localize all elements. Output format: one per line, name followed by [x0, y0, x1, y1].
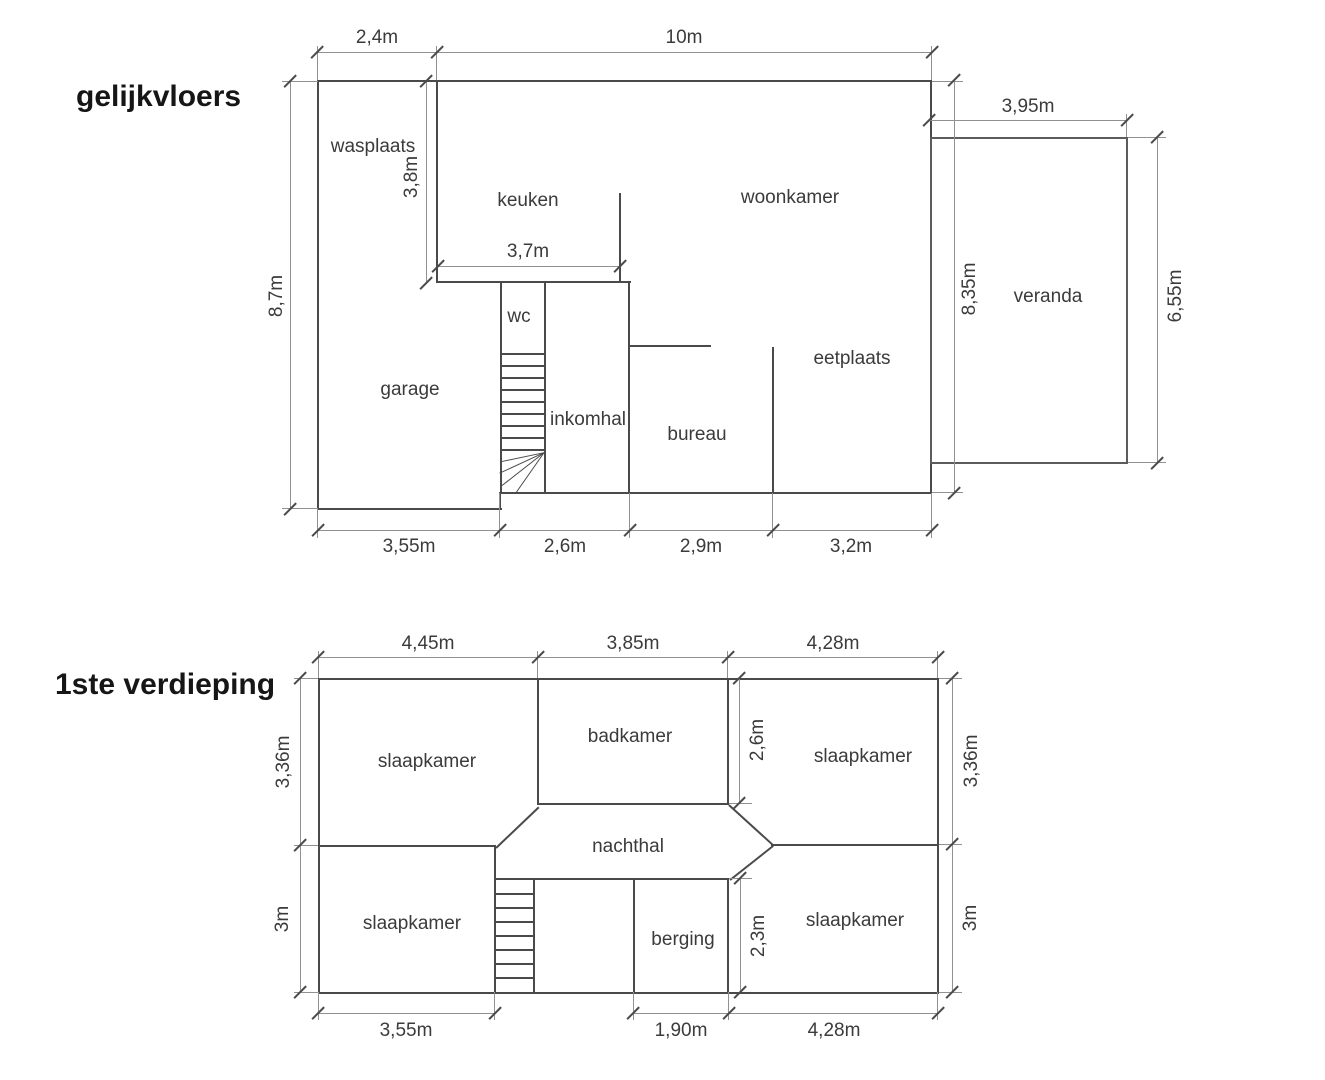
wall-segment [937, 678, 939, 994]
dim-label: 3,7m [506, 241, 550, 262]
dimension-line [437, 266, 620, 267]
extension-line [317, 509, 318, 538]
extension-line [729, 803, 752, 804]
dim-label: 2,4m [355, 27, 399, 48]
stair-tread [496, 921, 533, 923]
extension-line [937, 992, 938, 1020]
angled-wall [495, 807, 539, 849]
room-label-badkamer: badkamer [587, 726, 673, 747]
stair-tread [502, 437, 544, 439]
dimension-line [317, 52, 932, 53]
wall-segment [537, 803, 729, 805]
wall-segment [544, 281, 546, 494]
stair-tread [496, 977, 533, 979]
extension-line [494, 992, 495, 1020]
stair-tread [502, 425, 544, 427]
stair-tread [496, 893, 533, 895]
wall-segment [318, 845, 496, 847]
dim-label: 3,55m [382, 536, 436, 557]
dim-label: 1,90m [654, 1020, 708, 1041]
dim-label: 2,3m [748, 914, 769, 958]
stair-tread [496, 935, 533, 937]
dimension-line [290, 81, 291, 509]
extension-line [932, 492, 963, 493]
dim-label: 3,95m [1001, 96, 1055, 117]
stair-tread [502, 365, 544, 367]
dim-label: 3,36m [961, 734, 982, 788]
wall-segment [628, 281, 630, 494]
wall-segment [318, 678, 320, 994]
dimension-line [929, 120, 1127, 121]
room-label-berging: berging [651, 929, 715, 950]
dimension-line [954, 80, 955, 493]
wall-segment [537, 678, 539, 805]
room-label-nachthal: nachthal [592, 836, 664, 857]
wall-segment [318, 992, 939, 994]
wall-segment [727, 678, 729, 805]
extension-line [633, 992, 634, 1020]
dim-label: 2,6m [747, 718, 768, 762]
room-label-veranda: veranda [1013, 286, 1083, 307]
ground-floor-title: gelijkvloers [76, 80, 242, 113]
dim-label: 2,6m [543, 536, 587, 557]
room-label-keuken: keuken [497, 190, 559, 211]
dimension-line [739, 678, 740, 803]
room-label-garage: garage [380, 379, 440, 400]
stair-tread [496, 907, 533, 909]
dim-label: 3,85m [606, 633, 660, 654]
extension-line [318, 992, 319, 1020]
dim-label: 8,35m [959, 262, 980, 316]
dimension-line [1157, 137, 1158, 464]
room-label-wc: wc [507, 306, 531, 327]
extension-line [728, 992, 729, 1020]
stair-tread [502, 353, 544, 355]
extension-line [932, 81, 963, 82]
first-floor-title: 1ste verdieping [55, 668, 276, 701]
room-label-inkomhal: inkomhal [549, 409, 627, 430]
stair-tread [502, 449, 544, 451]
room-label-eetplaats: eetplaats [813, 348, 891, 369]
dim-label: 4,28m [806, 633, 860, 654]
room-label-slaapkamer-tl: slaapkamer [377, 751, 477, 772]
wall-segment [771, 844, 939, 846]
wall-segment [317, 80, 319, 510]
stair-tread [502, 377, 544, 379]
dim-label: 3,36m [273, 735, 294, 789]
stair-tread [502, 401, 544, 403]
wall-segment [318, 80, 932, 82]
dim-label: 3m [272, 905, 293, 933]
wall-segment [436, 281, 631, 283]
wall-segment [628, 345, 711, 347]
room-label-woonkamer: woonkamer [740, 187, 840, 208]
room-label-slaapkamer-br: slaapkamer [805, 910, 905, 931]
dimension-line [633, 1013, 939, 1014]
stair-tread [502, 413, 544, 415]
room-label-bureau: bureau [667, 424, 727, 445]
dimension-line [426, 81, 427, 283]
wall-segment [772, 347, 774, 493]
dim-label: 2,9m [679, 536, 723, 557]
dim-label: 3,55m [379, 1020, 433, 1041]
dim-label: 3,2m [829, 536, 873, 557]
stair-tread [496, 963, 533, 965]
dim-label: 3,8m [401, 155, 422, 199]
stair-tread [496, 949, 533, 951]
room-label-wasplaats: wasplaats [330, 136, 416, 157]
dimension-line [318, 657, 939, 658]
dimension-line [740, 877, 741, 993]
dim-label: 10m [665, 27, 703, 48]
extension-line [1128, 137, 1166, 138]
wall-segment [494, 845, 496, 994]
wall-segment [619, 193, 621, 283]
wall-segment [533, 878, 535, 994]
dim-label: 4,45m [401, 633, 455, 654]
extension-line [1128, 462, 1166, 463]
dim-label: 8,7m [266, 274, 287, 318]
angled-wall [729, 845, 773, 880]
wall-segment [633, 878, 635, 994]
wall-segment [436, 80, 438, 283]
dimension-line [317, 1013, 495, 1014]
dim-label: 6,55m [1165, 269, 1186, 323]
wall-segment [318, 678, 939, 680]
wall-segment [499, 492, 932, 494]
dimension-line [300, 678, 301, 993]
wall-segment [727, 878, 729, 994]
wall-segment [495, 878, 729, 880]
wall-segment [317, 508, 502, 510]
stair-tread [502, 389, 544, 391]
room-label-slaapkamer-bl: slaapkamer [362, 913, 462, 934]
angled-wall [728, 804, 773, 845]
dim-label: 4,28m [807, 1020, 861, 1041]
dim-label: 3m [960, 904, 981, 932]
room-label-slaapkamer-tr: slaapkamer [813, 746, 913, 767]
dimension-line [952, 678, 953, 993]
dimension-line [317, 530, 932, 531]
